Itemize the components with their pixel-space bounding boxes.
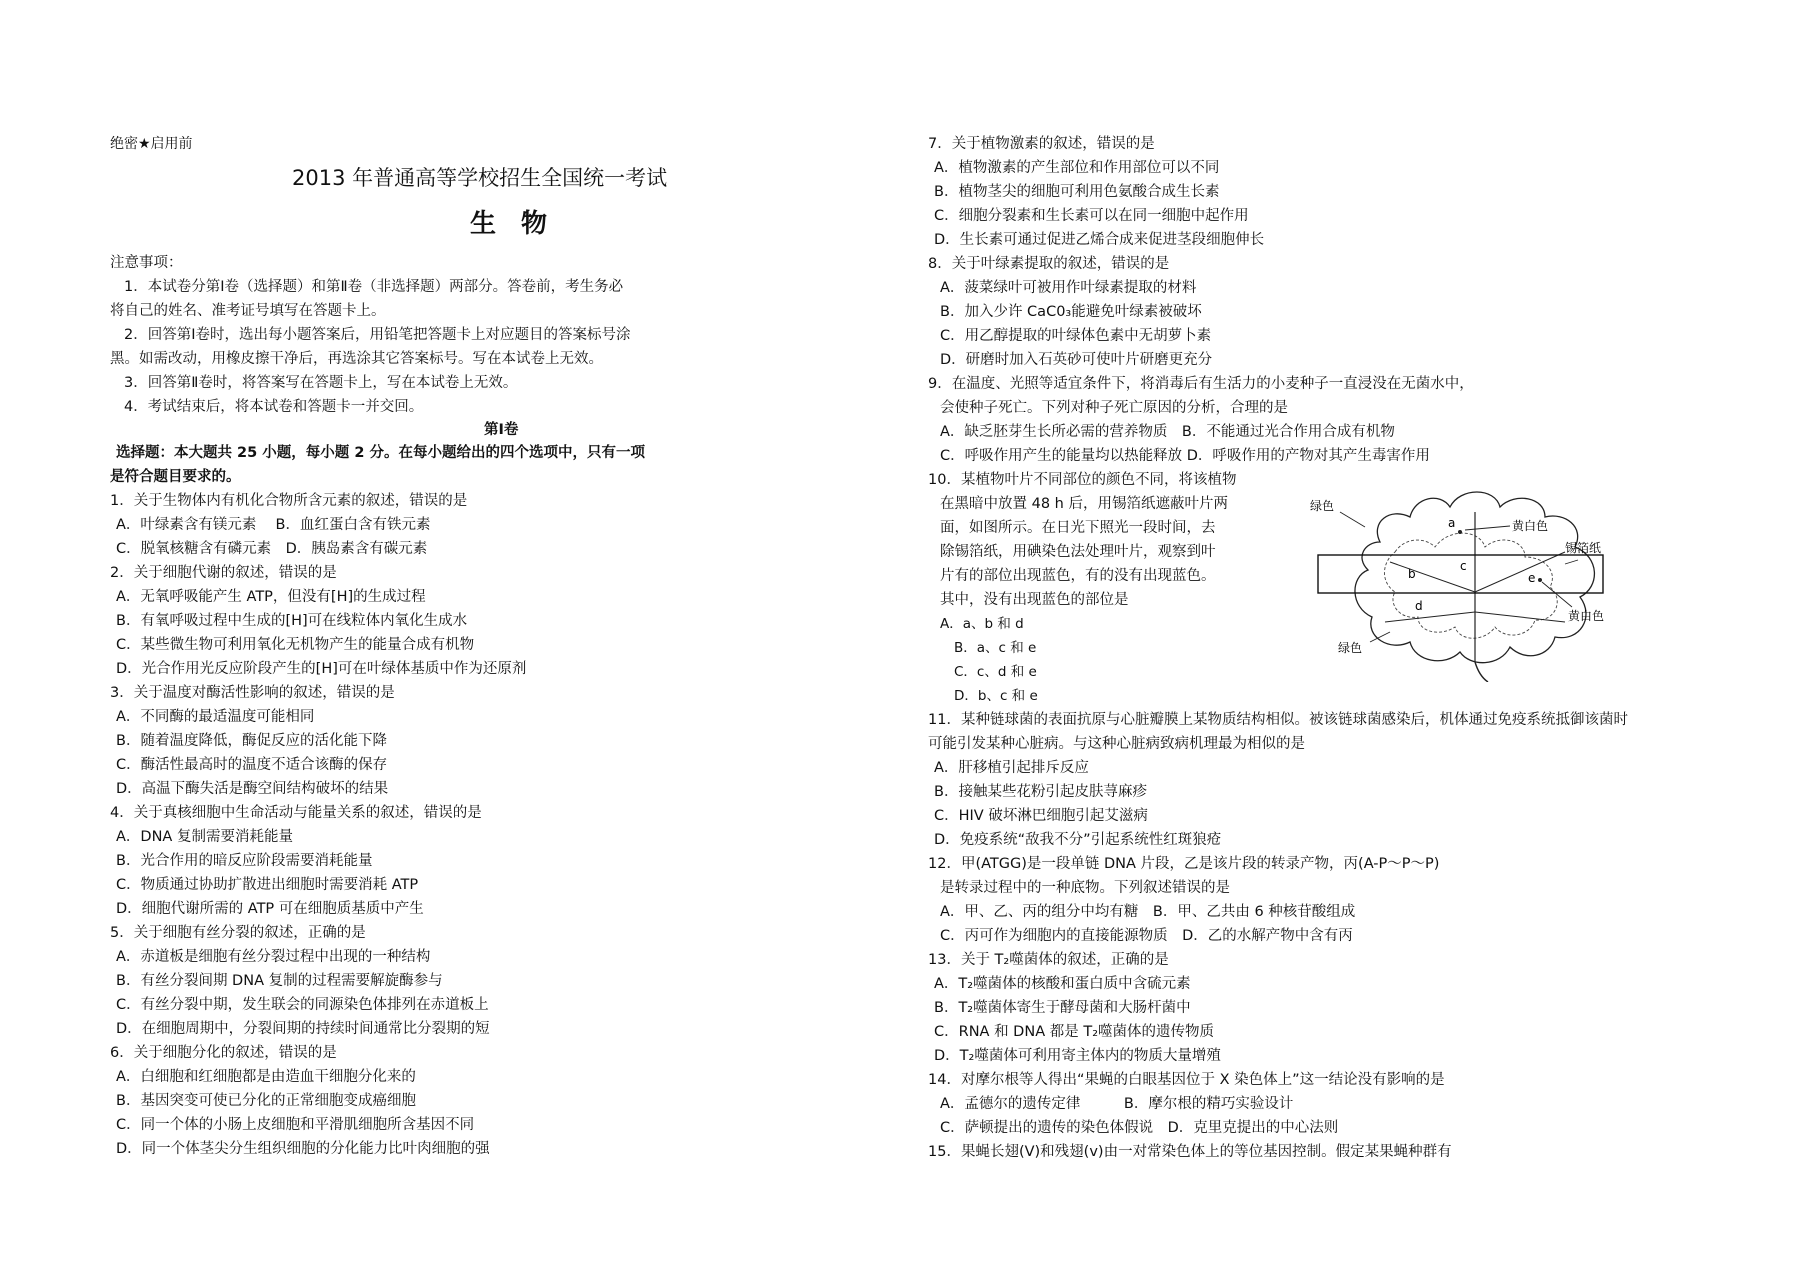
region-e-dot — [1538, 578, 1542, 582]
q2-option-a: A．无氧呼吸能产生 ATP，但没有[H]的生成过程 — [116, 589, 426, 605]
q4-option-a: A．DNA 复制需要消耗能量 — [116, 829, 293, 845]
q10-stem-4: 除锡箔纸，用碘染色法处理叶片，观察到叶 — [940, 544, 1216, 560]
q2-stem: 2．关于细胞代谢的叙述，错误的是 — [110, 565, 337, 581]
q3-option-a: A．不同酶的最适温度可能相同 — [116, 709, 315, 725]
q2-option-d: D．光合作用光反应阶段产生的[H]可在叶绿体基质中作为还原剂 — [116, 661, 527, 677]
q1-options-2: C．脱氧核糖含有磷元素 D．胰岛素含有碳元素 — [116, 541, 428, 557]
note-3: 3．回答第Ⅱ卷时，将答案写在答题卡上，写在本试卷上无效。 — [124, 375, 518, 391]
q13-option-d: D．T₂噬菌体可利用寄主体内的物质大量增殖 — [934, 1048, 1221, 1064]
exam-title: 2013 年普通高等学校招生全国统一考试 — [292, 166, 668, 190]
q11-option-b: B．接触某些花粉引起皮肤荨麻疹 — [934, 784, 1147, 800]
q7-stem: 7．关于植物激素的叙述，错误的是 — [928, 136, 1155, 152]
q12-stem-b: 是转录过程中的一种底物。下列叙述错误的是 — [940, 880, 1230, 896]
q9-stem-a: 9．在温度、光照等适宜条件下，将消毒后有生活力的小麦种子一直浸没在无菌水中， — [928, 376, 1474, 392]
leader-green-top — [1340, 512, 1365, 527]
q8-stem: 8．关于叶绿素提取的叙述，错误的是 — [928, 256, 1170, 272]
q10-option-b: B．a、c 和 e — [954, 640, 1037, 656]
label-green-bottom: 绿色 — [1338, 641, 1363, 655]
q5-stem: 5．关于细胞有丝分裂的叙述，正确的是 — [110, 925, 366, 941]
leaf-diagram — [1310, 482, 1620, 682]
q7-option-a: A．植物激素的产生部位和作用部位可以不同 — [934, 160, 1220, 176]
leader-foil — [1565, 560, 1578, 564]
label-yellow-bottom: 黄白色 — [1568, 609, 1605, 623]
label-a: a — [1448, 516, 1456, 530]
q10-option-a: A．a、b 和 d — [940, 616, 1024, 632]
q10-stem-2: 在黑暗中放置 48 h 后，用锡箔纸遮蔽叶片两 — [940, 496, 1228, 512]
q10-stem-3: 面，如图所示。在日光下照光一段时间，去 — [940, 520, 1216, 536]
leader-yellow-top — [1465, 526, 1510, 530]
q2-option-b: B．有氧呼吸过程中生成的[H]可在线粒体内氧化生成水 — [116, 613, 468, 629]
q9-options-1: A．缺乏胚芽生长所必需的营养物质 B．不能通过光合作用合成有机物 — [940, 424, 1395, 440]
q14-options-1: A．孟德尔的遗传定律 B．摩尔根的精巧实验设计 — [940, 1096, 1294, 1112]
q6-option-c: C．同一个体的小肠上皮细胞和平滑肌细胞所含基因不同 — [116, 1117, 475, 1133]
q12-stem-a: 12．甲(ATGG)是一段单链 DNA 片段，乙是该片段的转录产物，丙(A-P～P～P) — [928, 856, 1440, 872]
label-b: b — [1408, 567, 1416, 581]
label-e: e — [1528, 571, 1536, 585]
q5-option-a: A．赤道板是细胞有丝分裂过程中出现的一种结构 — [116, 949, 431, 965]
label-foil: 锡箔纸 — [1565, 541, 1602, 555]
q3-option-b: B．随着温度降低，酶促反应的活化能下降 — [116, 733, 387, 749]
q7-option-b: B．植物茎尖的细胞可利用色氨酸合成生长素 — [934, 184, 1220, 200]
q10-option-d: D．b、c 和 e — [954, 688, 1038, 704]
q11-stem-a: 11．某种链球菌的表面抗原与心脏瓣膜上某物质结构相似。被该链球菌感染后，机体通过免疫系统抵御该菌时 — [928, 712, 1628, 728]
q9-stem-b: 会使种子死亡。下列对种子死亡原因的分析，合理的是 — [940, 400, 1288, 416]
note-2a: 2．回答第Ⅰ卷时，选出每小题答案后，用铅笔把答题卡上对应题目的答案标号涂 — [124, 327, 631, 343]
q3-option-d: D．高温下酶失活是酶空间结构破坏的结果 — [116, 781, 389, 797]
note-2b: 黑。如需改动，用橡皮擦干净后，再选涂其它答案标号。写在本试卷上无效。 — [110, 351, 603, 367]
note-1b: 将自己的姓名、准考证号填写在答题卡上。 — [110, 303, 386, 319]
q10-option-c: C．c、d 和 e — [954, 664, 1037, 680]
q13-option-b: B．T₂噬菌体寄生于酵母菌和大肠杆菌中 — [934, 1000, 1191, 1016]
q10-stem-5: 片有的部位出现蓝色，有的没有出现蓝色。 — [940, 568, 1216, 584]
q14-stem: 14．对摩尔根等人得出“果蝇的白眼基因位于 X 染色体上”这一结论没有影响的是 — [928, 1072, 1445, 1088]
q8-option-d: D．研磨时加入石英砂可使叶片研磨更充分 — [940, 352, 1213, 368]
q12-options-2: C．丙可作为细胞内的直接能源物质 D．乙的水解产物中含有丙 — [940, 928, 1353, 944]
label-d: d — [1415, 599, 1423, 613]
q12-options-1: A．甲、乙、丙的组分中均有糖 B．甲、乙共由 6 种核苷酸组成 — [940, 904, 1356, 920]
part1-instruction-b: 是符合题目要求的。 — [110, 469, 241, 485]
q4-stem: 4．关于真核细胞中生命活动与能量关系的叙述，错误的是 — [110, 805, 482, 821]
q11-option-c: C．HIV 破坏淋巴细胞引起艾滋病 — [934, 808, 1148, 824]
q1-stem: 1．关于生物体内有机化合物所含元素的叙述，错误的是 — [110, 493, 468, 509]
q4-option-d: D．细胞代谢所需的 ATP 可在细胞质基质中产生 — [116, 901, 424, 917]
q8-option-b: B．加入少许 CaC0₃能避免叶绿素被破坏 — [940, 304, 1202, 320]
label-green-top: 绿色 — [1310, 499, 1335, 513]
q11-stem-b: 可能引发某种心脏病。与这种心脏病致病机理最为相似的是 — [928, 736, 1305, 752]
q13-stem: 13．关于 T₂噬菌体的叙述，正确的是 — [928, 952, 1169, 968]
label-c: c — [1460, 559, 1467, 573]
q7-option-d: D．生长素可通过促进乙烯合成来促进茎段细胞伸长 — [934, 232, 1265, 248]
q11-option-a: A．肝移植引起排斥反应 — [934, 760, 1089, 776]
leaf-inner-edge — [1384, 533, 1557, 638]
q4-option-c: C．物质通过协助扩散进出细胞时需要消耗 ATP — [116, 877, 419, 893]
subject-title: 生 物 — [470, 209, 556, 239]
secret-label: 绝密★启用前 — [110, 136, 193, 152]
q11-option-d: D．免疫系统“敌我不分”引起系统性红斑狼疮 — [934, 832, 1222, 848]
q5-option-c: C．有丝分裂中期，发生联会的同源染色体排列在赤道板上 — [116, 997, 489, 1013]
q7-option-c: C．细胞分裂素和生长素可以在同一细胞中起作用 — [934, 208, 1249, 224]
q10-stem-6: 其中，没有出现蓝色的部位是 — [940, 592, 1129, 608]
q13-option-a: A．T₂噬菌体的核酸和蛋白质中含硫元素 — [934, 976, 1191, 992]
q8-option-a: A．菠菜绿叶可被用作叶绿素提取的材料 — [940, 280, 1197, 296]
note-4: 4．考试结束后，将本试卷和答题卡一并交回。 — [124, 399, 424, 415]
leaf-stem — [1475, 662, 1488, 682]
q3-option-c: C．酶活性最高时的温度不适合该酶的保存 — [116, 757, 388, 773]
q5-option-d: D．在细胞周期中，分裂间期的持续时间通常比分裂期的短 — [116, 1021, 490, 1037]
leaf-figure — [1310, 482, 1620, 682]
label-yellow-top: 黄白色 — [1512, 519, 1549, 533]
region-a-dot — [1458, 530, 1462, 534]
q10-stem-1: 10．某植物叶片不同部位的颜色不同，将该植物 — [928, 472, 1237, 488]
q3-stem: 3．关于温度对酶活性影响的叙述，错误的是 — [110, 685, 395, 701]
q9-options-2: C．呼吸作用产生的能量均以热能释放 D．呼吸作用的产物对其产生毒害作用 — [940, 448, 1430, 464]
q15-stem: 15．果蝇长翅(V)和残翅(v)由一对常染色体上的等位基因控制。假定某果蝇种群有 — [928, 1144, 1452, 1160]
q5-option-b: B．有丝分裂间期 DNA 复制的过程需要解旋酶参与 — [116, 973, 443, 989]
q4-option-b: B．光合作用的暗反应阶段需要消耗能量 — [116, 853, 373, 869]
part1-instruction-a: 选择题：本大题共 25 小题，每小题 2 分。在每小题给出的四个选项中，只有一项 — [116, 445, 645, 461]
q6-option-b: B．基因突变可使已分化的正常细胞变成癌细胞 — [116, 1093, 416, 1109]
q2-option-c: C．某些微生物可利用氧化无机物产生的能量合成有机物 — [116, 637, 475, 653]
notes-heading: 注意事项： — [110, 255, 183, 271]
q1-options-1: A．叶绿素含有镁元素 B．血红蛋白含有铁元素 — [116, 517, 431, 533]
note-1a: 1．本试卷分第Ⅰ卷（选择题）和第Ⅱ卷（非选择题）两部分。答卷前，考生务必 — [124, 279, 624, 295]
leaf-vein-right — [1475, 552, 1565, 622]
q6-stem: 6．关于细胞分化的叙述，错误的是 — [110, 1045, 337, 1061]
q13-option-c: C．RNA 和 DNA 都是 T₂噬菌体的遗传物质 — [934, 1024, 1215, 1040]
q6-option-d: D．同一个体茎尖分生组织细胞的分化能力比叶肉细胞的强 — [116, 1141, 490, 1157]
q14-options-2: C．萨顿提出的遗传的染色体假说 D．克里克提出的中心法则 — [940, 1120, 1339, 1136]
q6-option-a: A．白细胞和红细胞都是由造血干细胞分化来的 — [116, 1069, 416, 1085]
q8-option-c: C．用乙醇提取的叶绿体色素中无胡萝卜素 — [940, 328, 1212, 344]
part1-heading: 第Ⅰ卷 — [484, 422, 519, 438]
